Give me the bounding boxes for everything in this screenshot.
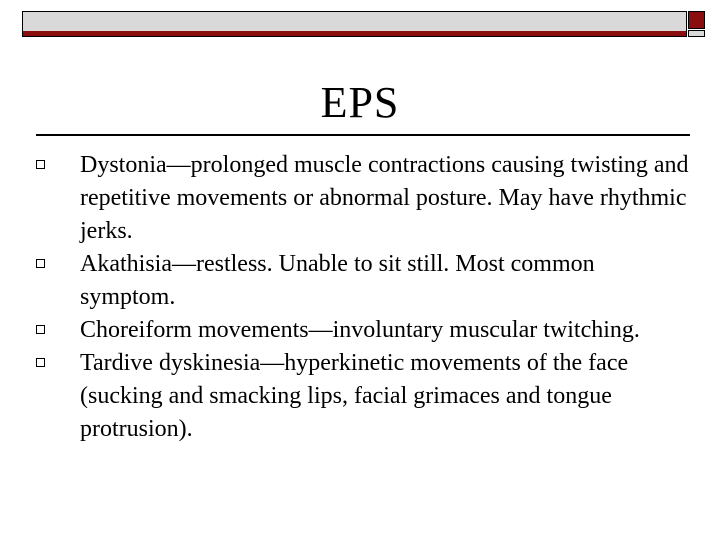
- title-underline: [36, 134, 690, 136]
- slide-title-text: EPS: [320, 78, 400, 127]
- bullet-list: [34, 149, 694, 446]
- corner-accent-red: [688, 11, 705, 29]
- hollow-square-icon: [36, 325, 45, 334]
- hollow-square-icon: [36, 358, 45, 367]
- hollow-square-icon: [36, 259, 45, 268]
- bullet-text: Akathisia—restless. Unable to sit still. Most common symptom.: [80, 251, 595, 310]
- bullet-text: Dystonia—prolonged muscle contractions causing twisting and repetitive movements or abnormal posture. May have rhythmic jerks.: [80, 152, 689, 244]
- bullet-text: Choreiform movements—involuntary muscular twitching.: [80, 317, 640, 343]
- hollow-square-icon: [36, 160, 45, 169]
- bullet-item: [34, 149, 694, 248]
- header-accent-stripe: [22, 31, 687, 37]
- slide-title: [0, 78, 720, 128]
- bullet-text: Tardive dyskinesia—hyperkinetic movements of the face (sucking and smacking lips, facial grimaces and tongue protrusion).: [80, 350, 629, 442]
- bullet-item: [34, 248, 694, 314]
- bullet-item: [34, 314, 694, 347]
- corner-accent-gray: [688, 30, 705, 37]
- bullet-item: [34, 347, 694, 446]
